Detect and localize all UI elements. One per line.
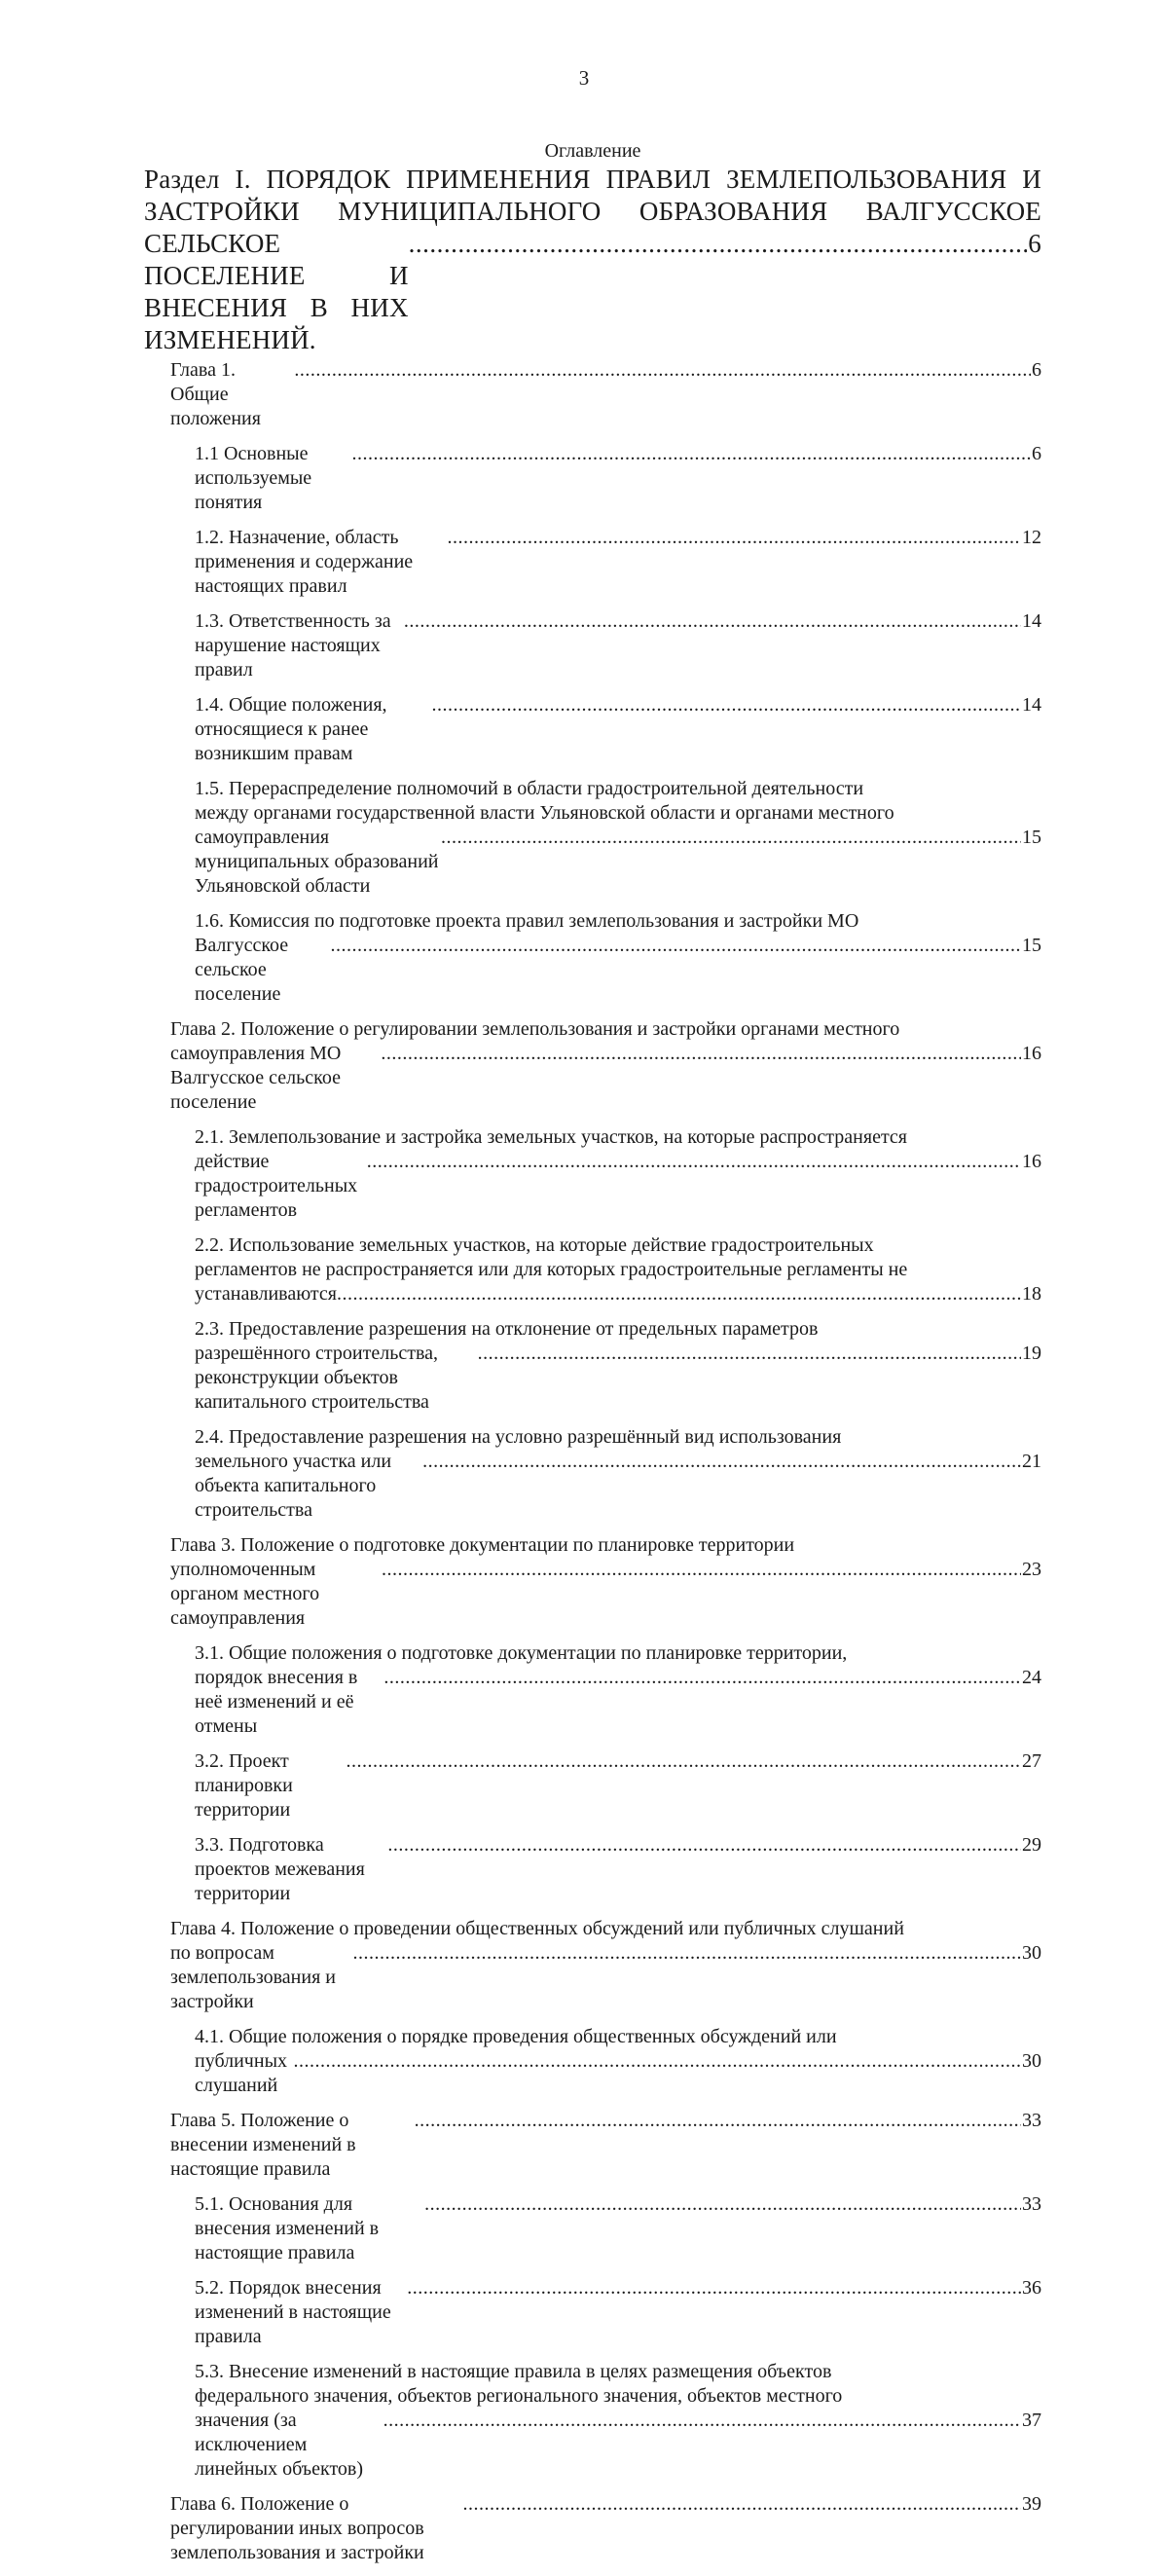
page-number: 3 <box>578 66 590 90</box>
toc-entries <box>144 358 1041 2565</box>
toc-chapter-entry <box>170 1533 1041 1631</box>
page-reference: 30 <box>1022 1942 1041 1964</box>
section-title-last-line <box>144 228 1041 356</box>
entry-title: порядок внесения в неё изменений и её отмены <box>195 1667 358 1737</box>
dot-leader <box>431 693 1021 718</box>
toc-subsection-entry <box>195 1833 1041 1906</box>
dot-leader <box>353 1941 1021 1966</box>
dot-leader <box>422 1450 1021 1474</box>
page-reference: 12 <box>1022 527 1041 548</box>
dot-leader <box>409 228 1028 260</box>
toc-subsection-entry <box>195 777 1041 899</box>
entry-title: 5.1. Основания для внесения изменений в настоящие правила <box>195 2193 380 2263</box>
page-reference: 18 <box>1022 1283 1041 1305</box>
entry-last-row <box>195 442 1041 515</box>
toc-heading: Оглавление <box>544 140 641 162</box>
entry-last-row <box>170 2109 1041 2182</box>
page-reference: 36 <box>1022 2277 1041 2299</box>
page-reference: 27 <box>1022 1750 1041 1772</box>
dot-leader <box>294 358 1031 383</box>
entry-title: публичных слушаний <box>195 2050 287 2096</box>
entry-title: уполномоченным органом местного самоуправления <box>170 1559 320 1629</box>
entry-line: 4.1. Общие положения о порядке проведения общественных обсуждений или <box>195 2026 837 2047</box>
page-reference: 16 <box>1022 1151 1041 1172</box>
section-title <box>144 164 1041 356</box>
dot-leader <box>331 934 1021 958</box>
toc-subsection-entry <box>195 2360 1041 2482</box>
entry-title: 1.3. Ответственность за нарушение настоящих правил <box>195 610 391 681</box>
entry-last-row <box>195 1666 1041 1739</box>
entry-title: Глава 6. Положение о регулировании иных вопросов землепользования и застройки <box>170 2493 424 2563</box>
toc-subsection-entry <box>195 1125 1041 1223</box>
dot-leader <box>382 1558 1021 1582</box>
entry-last-row <box>170 1558 1041 1631</box>
dot-leader <box>404 609 1021 634</box>
dot-leader <box>294 2049 1021 2074</box>
entry-title: 3.3. Подготовка проектов межевания территории <box>195 1834 365 1904</box>
toc-chapter-entry <box>170 358 1041 431</box>
page-reference: 15 <box>1022 935 1041 956</box>
toc-subsection-entry <box>195 1317 1041 1415</box>
table-of-contents <box>144 164 1041 2576</box>
entry-last-row <box>170 2492 1041 2565</box>
entry-last-row <box>195 826 1041 899</box>
dot-leader <box>415 2109 1021 2133</box>
page-reference: 6 <box>1028 229 1041 258</box>
entry-last-row <box>195 1833 1041 1906</box>
entry-title: устанавливаются <box>195 1283 337 1305</box>
entry-last-row <box>195 1282 1041 1306</box>
toc-chapter-entry <box>170 1917 1041 2014</box>
page-reference: 33 <box>1022 2110 1041 2131</box>
entry-line: 2.2. Использование земельных участков, на которые действие градостроительных <box>195 1234 874 1256</box>
dot-leader <box>441 826 1021 850</box>
toc-subsection-entry <box>195 2192 1041 2265</box>
page-reference: 33 <box>1022 2193 1041 2215</box>
entry-line: регламентов не распространяется или для которых градостроительные регламенты не <box>195 1259 908 1280</box>
entry-line: 5.3. Внесение изменений в настоящие правила в целях размещения объектов <box>195 2361 832 2382</box>
page-reference: 14 <box>1022 694 1041 716</box>
toc-chapter-entry <box>170 1017 1041 1115</box>
entry-title: 1.2. Назначение, область применения и содержание настоящих правил <box>195 527 414 597</box>
toc-subsection-entry <box>195 1425 1041 1523</box>
entry-line: 2.4. Предоставление разрешения на условно разрешённый вид использования <box>195 1426 842 1448</box>
entry-last-row <box>195 693 1041 766</box>
entry-last-row <box>195 609 1041 682</box>
toc-subsection-entry <box>195 1749 1041 1822</box>
entry-last-row <box>195 2049 1041 2098</box>
dot-leader <box>424 2192 1021 2217</box>
dot-leader <box>407 2276 1021 2300</box>
toc-subsection-entry <box>195 609 1041 682</box>
page-reference: 30 <box>1022 2050 1041 2072</box>
entry-line: 1.6. Комиссия по подготовке проекта правил землепользования и застройки МО <box>195 910 859 932</box>
entry-line: 1.5. Перераспределение полномочий в области градостроительной деятельности <box>195 778 864 799</box>
entry-title: 1.4. Общие положения, относящиеся к ранее возникшим правам <box>195 694 387 764</box>
entry-last-row <box>195 2276 1041 2349</box>
toc-subsection-entry <box>195 1233 1041 1306</box>
entry-title: Глава 5. Положение о внесении изменений в настоящие правила <box>170 2110 356 2180</box>
entry-last-row <box>195 1150 1041 1223</box>
toc-subsection-entry <box>195 2025 1041 2098</box>
page-reference: 24 <box>1022 1667 1041 1688</box>
entry-title: значения (за исключением линейных объектов) <box>195 2410 364 2480</box>
entry-title: 3.2. Проект планировки территории <box>195 1750 293 1821</box>
page-reference: 15 <box>1022 827 1041 848</box>
toc-subsection-entry <box>195 693 1041 766</box>
entry-title: Валгусское сельское поселение <box>195 935 289 1005</box>
section-title-line: Раздел I. ПОРЯДОК ПРИМЕНЕНИЯ ПРАВИЛ ЗЕМЛЕПОЛЬЗОВАНИЯ И <box>144 165 1041 194</box>
toc-subsection-entry <box>195 1641 1041 1739</box>
dot-leader <box>383 2409 1021 2433</box>
entry-line: федерального значения, объектов регионального значения, объектов местного <box>195 2385 843 2407</box>
page-reference: 6 <box>1032 359 1041 381</box>
toc-chapter-entry <box>170 2109 1041 2182</box>
entry-last-row <box>170 1042 1041 1115</box>
entry-line: Глава 2. Положение о регулировании землепользования и застройки органами местного <box>170 1018 900 1040</box>
entry-title: земельного участка или объекта капитального строительства <box>195 1451 392 1521</box>
dot-leader <box>346 1749 1021 1774</box>
entry-line: 2.1. Землепользование и застройка земельных участков, на которые распространяется <box>195 1126 908 1148</box>
entry-last-row <box>195 1749 1041 1822</box>
dot-leader <box>478 1342 1021 1366</box>
entry-last-row <box>195 526 1041 599</box>
dot-leader <box>387 1833 1021 1858</box>
page-reference: 23 <box>1022 1559 1041 1580</box>
entry-title: по вопросам землепользования и застройки <box>170 1942 336 2012</box>
toc-subsection-entry <box>195 442 1041 515</box>
toc-chapter-entry <box>170 2492 1041 2565</box>
page-reference: 37 <box>1022 2410 1041 2431</box>
entry-last-row <box>195 2409 1041 2482</box>
toc-subsection-entry <box>195 2276 1041 2349</box>
entry-last-row <box>170 1941 1041 2014</box>
entry-last-row <box>195 2192 1041 2265</box>
entry-line: Глава 4. Положение о проведении общественных обсуждений или публичных слушаний <box>170 1918 904 1939</box>
entry-line: 2.3. Предоставление разрешения на отклонение от предельных параметров <box>195 1318 819 1340</box>
section-title-text: СЕЛЬСКОЕ ПОСЕЛЕНИЕ И ВНЕСЕНИЯ В НИХ ИЗМЕНЕНИЙ. <box>144 229 409 354</box>
entry-last-row <box>195 934 1041 1007</box>
dot-leader <box>383 1666 1021 1690</box>
page-reference: 14 <box>1022 610 1041 632</box>
entry-line: между органами государственной власти Ульяновской области и органами местного <box>195 802 894 824</box>
dot-leader <box>381 1042 1021 1066</box>
page-reference: 16 <box>1022 1043 1041 1064</box>
page-reference: 39 <box>1022 2493 1041 2515</box>
toc-subsection-entry <box>195 909 1041 1007</box>
dot-leader <box>463 2492 1021 2517</box>
entry-title: 1.1 Основные используемые понятия <box>195 443 312 513</box>
page-reference: 6 <box>1032 443 1041 464</box>
entry-title: самоуправления муниципальных образований Ульяновской области <box>195 827 439 897</box>
toc-subsection-entry <box>195 526 1041 599</box>
entry-title: разрешённого строительства, реконструкции объектов капитального строительства <box>195 1343 438 1413</box>
entry-last-row <box>170 358 1041 431</box>
page-reference: 29 <box>1022 1834 1041 1856</box>
dot-leader <box>447 526 1021 550</box>
dot-leader <box>352 442 1031 466</box>
entry-title: 5.2. Порядок внесения изменений в настоящие правила <box>195 2277 391 2347</box>
entry-line: 3.1. Общие положения о подготовке документации по планировке территории, <box>195 1642 848 1664</box>
entry-title: действие градостроительных регламентов <box>195 1151 358 1221</box>
dot-leader <box>337 1282 1021 1306</box>
entry-title: Глава 1. Общие положения <box>170 359 261 429</box>
section-title-line: ЗАСТРОЙКИ МУНИЦИПАЛЬНОГО ОБРАЗОВАНИЯ ВАЛГУССКОЕ <box>144 197 1041 226</box>
entry-last-row <box>195 1342 1041 1415</box>
page-reference: 19 <box>1022 1343 1041 1364</box>
dot-leader <box>367 1150 1021 1174</box>
entry-title: самоуправления МО Валгусское сельское поселение <box>170 1043 342 1113</box>
page-reference: 21 <box>1022 1451 1041 1472</box>
entry-line: Глава 3. Положение о подготовке документации по планировке территории <box>170 1534 795 1556</box>
